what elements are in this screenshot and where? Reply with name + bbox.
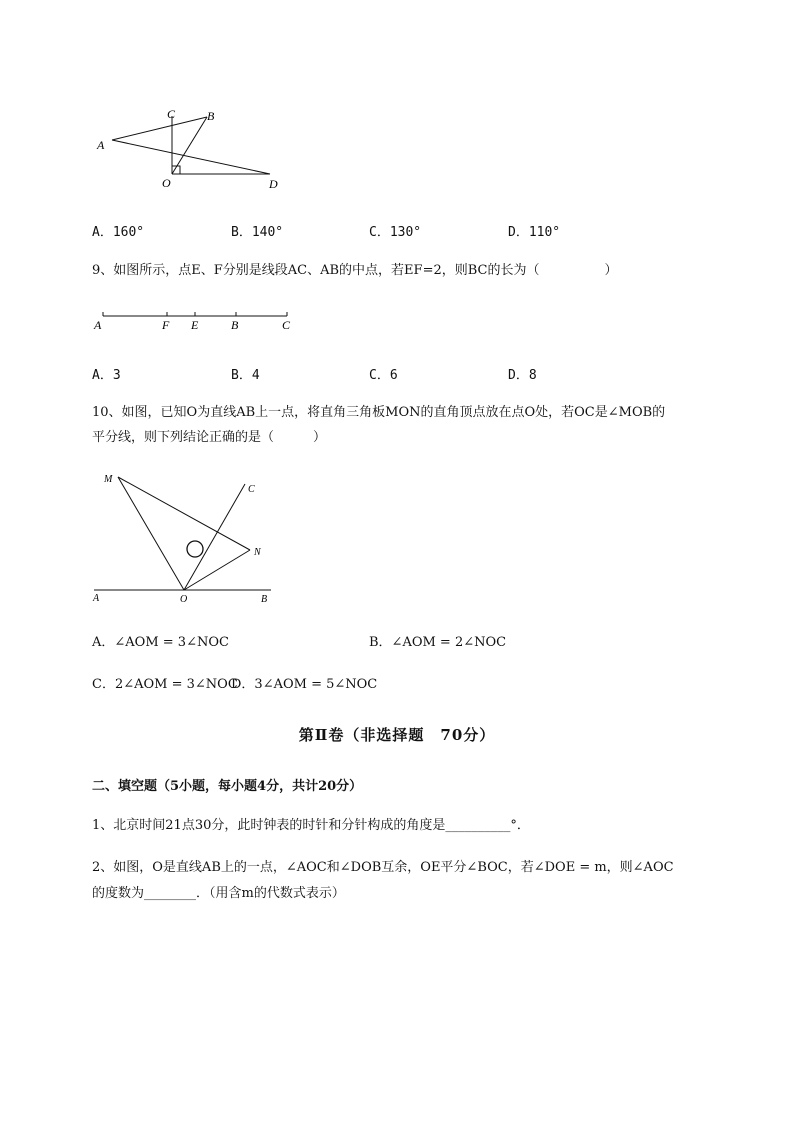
q10-label-b: B <box>261 594 268 605</box>
segment-ab <box>112 117 207 140</box>
section2-title: 二、填空题（5小题，每小题4分，共计20分） <box>92 779 363 794</box>
ray-oc <box>184 484 245 590</box>
q9-option-a[interactable]: A．3 <box>92 368 121 383</box>
q9-label-f: F <box>162 318 170 332</box>
q10-label-a: A <box>93 593 100 604</box>
q9-label-c: C <box>282 318 291 332</box>
q10-label-c: C <box>248 484 255 495</box>
q9-label-e: E <box>191 318 199 332</box>
q8-option-d[interactable]: D．110° <box>508 225 561 240</box>
q9-label-a: A <box>94 318 102 332</box>
q10-option-c[interactable]: C．2∠AOM = 3∠NOC <box>92 677 238 692</box>
fill-question-1: 1、北京时间21点30分，此时钟表的时针和分针构成的角度是__________°． <box>92 818 530 833</box>
fig8-label-c: C <box>167 107 176 121</box>
fill-question-2-line1: 2、如图，O是直线AB上的一点，∠AOC和∠DOB互余，OE平分∠BOC，若∠DOE = m，则∠AOC <box>92 860 674 875</box>
q8-option-c[interactable]: C．130° <box>369 225 422 240</box>
q9-question: 9、如图所示，点E、F分别是线段AC、AB的中点，若EF=2，则BC的长为（ ） <box>92 263 618 278</box>
fill-question-2-line2: 的度数为________．（用含m的代数式表示） <box>92 886 345 901</box>
figure-q9-line <box>90 305 300 333</box>
q9-option-b[interactable]: B．4 <box>231 368 260 383</box>
part2-title: 第Ⅱ卷（非选择题 70分） <box>298 726 496 744</box>
segment-ob <box>172 117 207 174</box>
figure-q10 <box>88 468 283 608</box>
hole-circle <box>187 541 203 557</box>
q10-label-m: M <box>104 474 113 485</box>
q9-option-d[interactable]: D．8 <box>508 368 537 383</box>
q10-option-b[interactable]: B．∠AOM = 2∠NOC <box>369 635 507 650</box>
q10-label-n: N <box>254 547 261 558</box>
q8-option-b[interactable]: B．140° <box>231 225 284 240</box>
q10-option-a[interactable]: A．∠AOM = 3∠NOC <box>92 635 229 650</box>
segment-mn <box>118 477 250 550</box>
fig8-label-o: O <box>162 176 171 190</box>
q10-question-line1: 10、如图，已知O为直线AB上一点，将直角三角板MON的直角顶点放在点O处，若OC是∠MOB的 <box>92 405 666 420</box>
fig8-label-a: A <box>97 138 105 152</box>
fig8-label-b: B <box>207 109 215 123</box>
q9-option-c[interactable]: C．6 <box>369 368 398 383</box>
q9-label-b: B <box>231 318 239 332</box>
segment-ad <box>112 140 270 174</box>
figure-q8 <box>90 100 290 195</box>
q10-option-d[interactable]: D．3∠AOM = 5∠NOC <box>231 677 378 692</box>
ray-on <box>184 550 250 590</box>
q10-question-line2: 平分线，则下列结论正确的是（ ） <box>92 430 327 445</box>
q8-option-a[interactable]: A．160° <box>92 225 145 240</box>
ray-om <box>118 477 184 590</box>
fig8-label-d: D <box>269 177 278 191</box>
q10-label-o: O <box>180 594 188 605</box>
